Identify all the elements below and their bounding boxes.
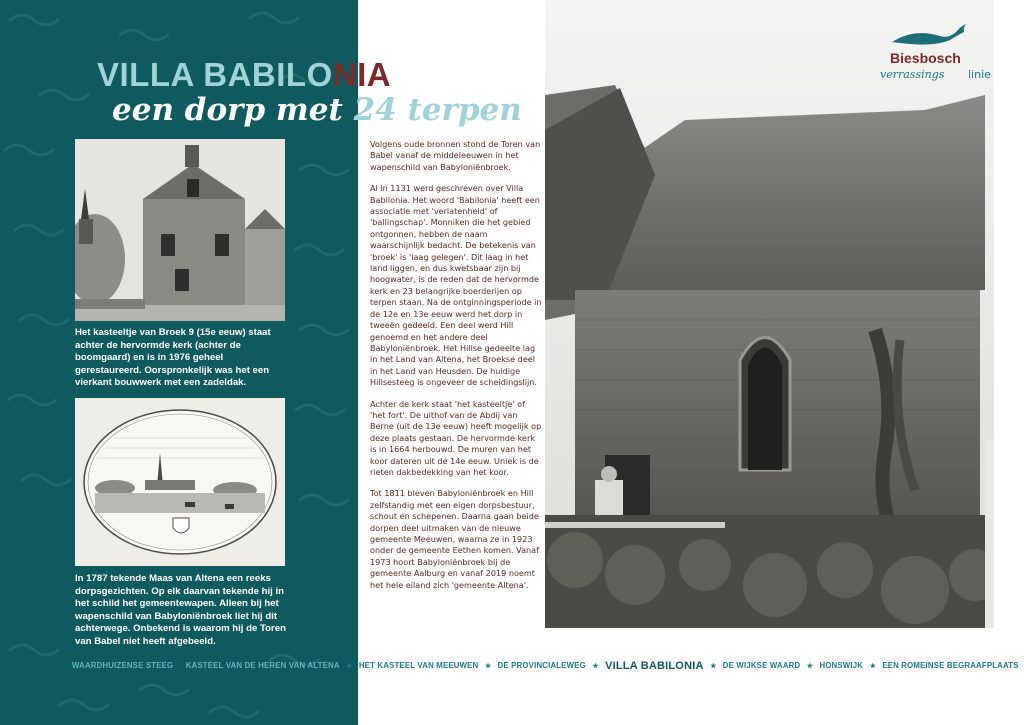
bird-logo-icon	[890, 20, 970, 48]
nav-item-honswijk[interactable]: HONSWIJK	[819, 661, 864, 671]
subtitle-part-a: een dorp met	[112, 92, 354, 128]
nav-item-villa-babilonia[interactable]: VILLA BABILONIA	[605, 659, 704, 672]
body-paragraph-4: Tot 1811 bleven Babyloniënbroek en Hill zelfstandig met een eigen dorpsbestuur, schout en schepenen. Daarna gaan beide dorpen deel uitmaken van de nieuwe gemeente Meeuwen, waarna ze in 1923 onder de gemeente Eethen komen. Vanaf 1973 hoort Babyloniënbroek bij de gemeente Aalburg en vanaf 2019 noemt het hele eiland zich 'gemeente Altena'.	[370, 488, 539, 590]
biesbosch-logo	[880, 20, 1000, 90]
footer-navigation	[72, 657, 1019, 675]
subtitle-part-b: 24 terpen	[353, 92, 522, 128]
nav-item-waardhuizense-steeg[interactable]: WAARDHUIZENSE STEEG	[72, 661, 174, 671]
logo-subtitle: linie	[968, 68, 991, 81]
nav-item-kasteel-meeuwen[interactable]: HET KASTEEL VAN MEEUWEN	[358, 661, 479, 671]
star-separator-icon: ★	[592, 662, 599, 670]
star-separator-icon: ★	[806, 662, 814, 670]
title-part-a: VILLA BABILO	[97, 56, 333, 93]
kasteeltje-photo	[75, 139, 285, 321]
body-paragraph-2: Al in 1131 werd geschreven over Villa Babilonia. Het woord 'Babilonia' heeft een associatie met 'verlatenheid' of 'ballingschap'. Monniken die het gebied ontgonnen, hebben de naam waarschijnlijk bedacht. De betekenis van 'broek' is 'laag gelegen'. Dit laag in het land liggen, en dus kwetsbaar zijn bij hoogwater, is de reden dat de hervormde kerk en 23 belangrijke boerderijen op terpen staan. Na de ontginningsperiode in de 12e en 13e eeuw werd het dorp in tweeën gedeeld. Een deel werd Hill genoemd en het andere deel Babyloniënbroek. Het Hillse gedeelte lag in het Land van Altena, het Broekse deel in het Land van Heusden. De huidige Hillsesteeg is ongeveer de scheidingslijn.	[370, 183, 542, 388]
body-paragraph-1: Volgens oude bronnen stond de Toren van Babel vanaf de middeleeuwen in het wapenschild van Babyloniënbroek.	[370, 139, 541, 172]
star-separator-icon: ★	[710, 662, 717, 670]
caption-kasteeltje: Het kasteeltje van Broek 9 (15e eeuw) staat achter de hervormde kerk (achter de boomgaard) en is in 1976 geheel gerestaureerd. Oorspronkelijk was het een vierkant bouwwerk met een zadeldak.	[75, 327, 271, 389]
nav-item-romeinse-begraafplaats[interactable]: EEN ROMEINSE BEGRAAFPLAATS	[882, 661, 1019, 671]
star-separator-icon: ★	[484, 662, 492, 670]
body-paragraph-3: Achter de kerk staat 'het kasteeltje' of 'het fort'. De uithof van de Abdij van Berne (uit de 13e eeuw) heeft mogelijk op deze plaats gestaan. De hervormde kerk is in 1664 herbouwd. De muren van het koor dateren uit de 14e eeuw. Uniek is de rieten dakbedekking van het koor.	[370, 398, 542, 477]
church-photo	[545, 0, 994, 628]
logo-subtitle-italic: verrassings	[880, 68, 945, 81]
page-subtitle	[112, 92, 522, 128]
article-body	[370, 139, 542, 601]
nav-item-kasteel-heren-altena[interactable]: KASTEEL VAN DE HEREN VAN ALTENA	[185, 661, 340, 671]
logo-brand-text: Biesbosch	[890, 50, 961, 66]
star-separator-icon: ★	[869, 662, 876, 670]
nav-item-wijkse-waard[interactable]: DE WIJKSE WAARD	[722, 661, 801, 671]
caption-engraving: In 1787 tekende Maas van Altena een reeks dorpsgezichten. Op elk daarvan tekende hij in het schild het gemeentewapen. Alleen bij het wapenschild van Babyloniënbroek liet hij dit achterwege. Onbekend is waarom hij de Toren van Babel niet heeft afgebeeld.	[75, 573, 286, 647]
star-separator-icon: ★	[346, 662, 353, 670]
nav-item-provincialeweg[interactable]: DE PROVINCIALEWEG	[497, 661, 586, 671]
title-part-b: NIA	[332, 56, 392, 93]
page-title	[97, 56, 391, 94]
engraving-illustration	[75, 398, 285, 566]
